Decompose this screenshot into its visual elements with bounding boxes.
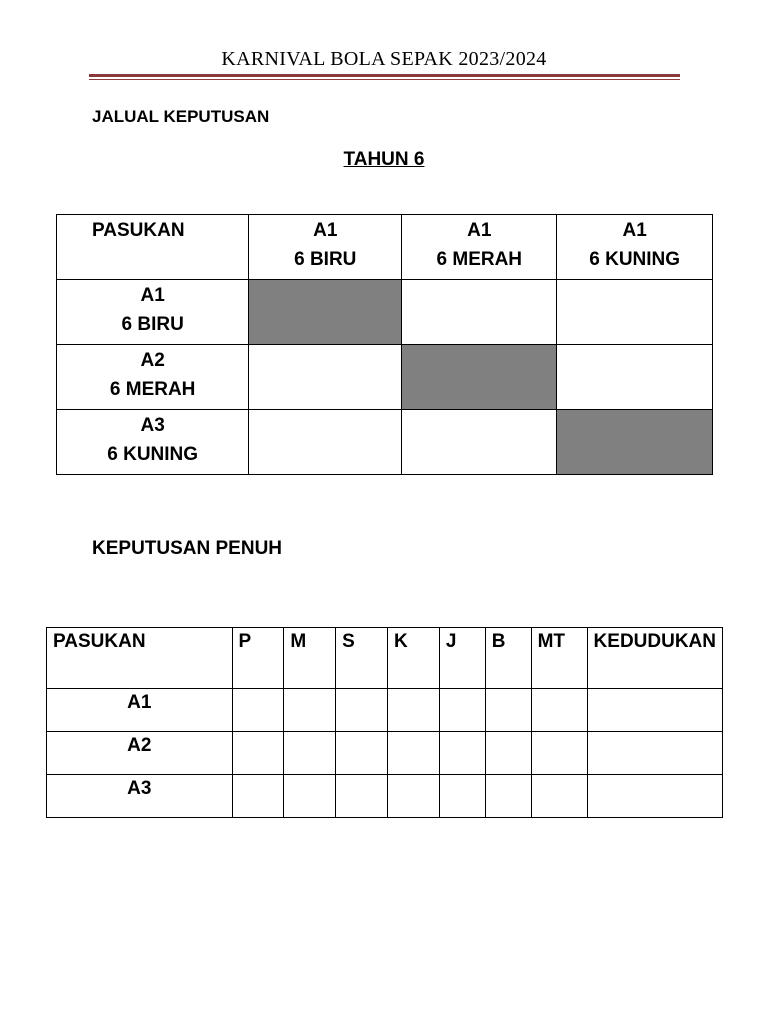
matrix-row-name: 6 MERAH [109,379,196,400]
standings-cell[interactable] [485,775,531,818]
standings-cell[interactable] [232,732,284,775]
matrix-row-name: 6 BIRU [121,314,184,335]
standings-cell[interactable] [439,732,485,775]
standings-header-row [47,628,723,689]
matrix-col-code: A1 [467,220,492,241]
matrix-row-header [57,410,249,475]
matrix-cell-blocked [249,280,402,345]
header-rule [89,74,680,77]
standings-cell[interactable] [531,775,587,818]
matrix-header-row [57,215,713,280]
standings-cell[interactable] [232,689,284,732]
document-title: KARNIVAL BOLA SEPAK 2023/2024 [221,48,547,70]
standings-cell[interactable] [531,732,587,775]
standings-cell[interactable] [336,732,388,775]
standings-row [47,775,723,818]
standings-header: KEDUDUKAN [587,628,722,689]
matrix-col-header [249,215,402,280]
standings-cell[interactable] [336,689,388,732]
standings-cell[interactable] [587,689,722,732]
matrix-cell-blocked [557,410,713,475]
standings-cell[interactable] [587,775,722,818]
matrix-cell[interactable] [402,410,557,475]
standings-header: P [232,628,284,689]
matrix-cell[interactable] [557,280,713,345]
full-results-title: KEPUTUSAN PENUH [92,538,283,559]
standings-header: PASUKAN [47,628,233,689]
matrix-row [57,280,713,345]
section-title: TAHUN 6 [343,149,425,170]
standings-header: K [388,628,440,689]
matrix-row-header [57,280,249,345]
standings-team: A3 [47,775,233,818]
matrix-row-code: A2 [140,350,165,371]
matrix-col-code: A1 [313,220,338,241]
standings-team: A2 [47,732,233,775]
standings-row [47,689,723,732]
matrix-cell[interactable] [402,280,557,345]
standings-row [47,732,723,775]
standings-cell[interactable] [439,689,485,732]
standings-cell[interactable] [284,732,336,775]
matrix-row [57,410,713,475]
standings-cell[interactable] [439,775,485,818]
standings-cell[interactable] [388,732,440,775]
standings-header: S [336,628,388,689]
standings-header: B [485,628,531,689]
matrix-col-header [402,215,557,280]
matrix-row [57,345,713,410]
standings-header: J [439,628,485,689]
matrix-cell[interactable] [557,345,713,410]
standings-cell[interactable] [388,775,440,818]
matrix-row-code: A3 [140,415,165,436]
standings-header: MT [531,628,587,689]
standings-cell[interactable] [284,775,336,818]
standings-cell[interactable] [485,732,531,775]
standings-header: M [284,628,336,689]
header-rule-thin [89,79,680,80]
matrix-cell[interactable] [249,345,402,410]
matrix-col-name: 6 MERAH [436,249,523,270]
standings-team: A1 [47,689,233,732]
matrix-cell[interactable] [249,410,402,475]
matrix-row-header [57,345,249,410]
standings-table [46,627,723,818]
matrix-cell-blocked [402,345,557,410]
matrix-row-name: 6 KUNING [107,444,199,465]
standings-cell[interactable] [587,732,722,775]
standings-cell[interactable] [531,689,587,732]
results-matrix [56,214,713,475]
matrix-corner: PASUKAN [57,215,249,280]
standings-cell[interactable] [232,775,284,818]
standings-cell[interactable] [284,689,336,732]
matrix-col-name: 6 KUNING [589,249,681,270]
matrix-row-code: A1 [140,285,165,306]
standings-cell[interactable] [336,775,388,818]
matrix-col-code: A1 [622,220,647,241]
matrix-col-name: 6 BIRU [294,249,357,270]
standings-cell[interactable] [388,689,440,732]
matrix-col-header [557,215,713,280]
standings-cell[interactable] [485,689,531,732]
subtitle: JALUAL KEPUTUSAN [92,107,270,126]
